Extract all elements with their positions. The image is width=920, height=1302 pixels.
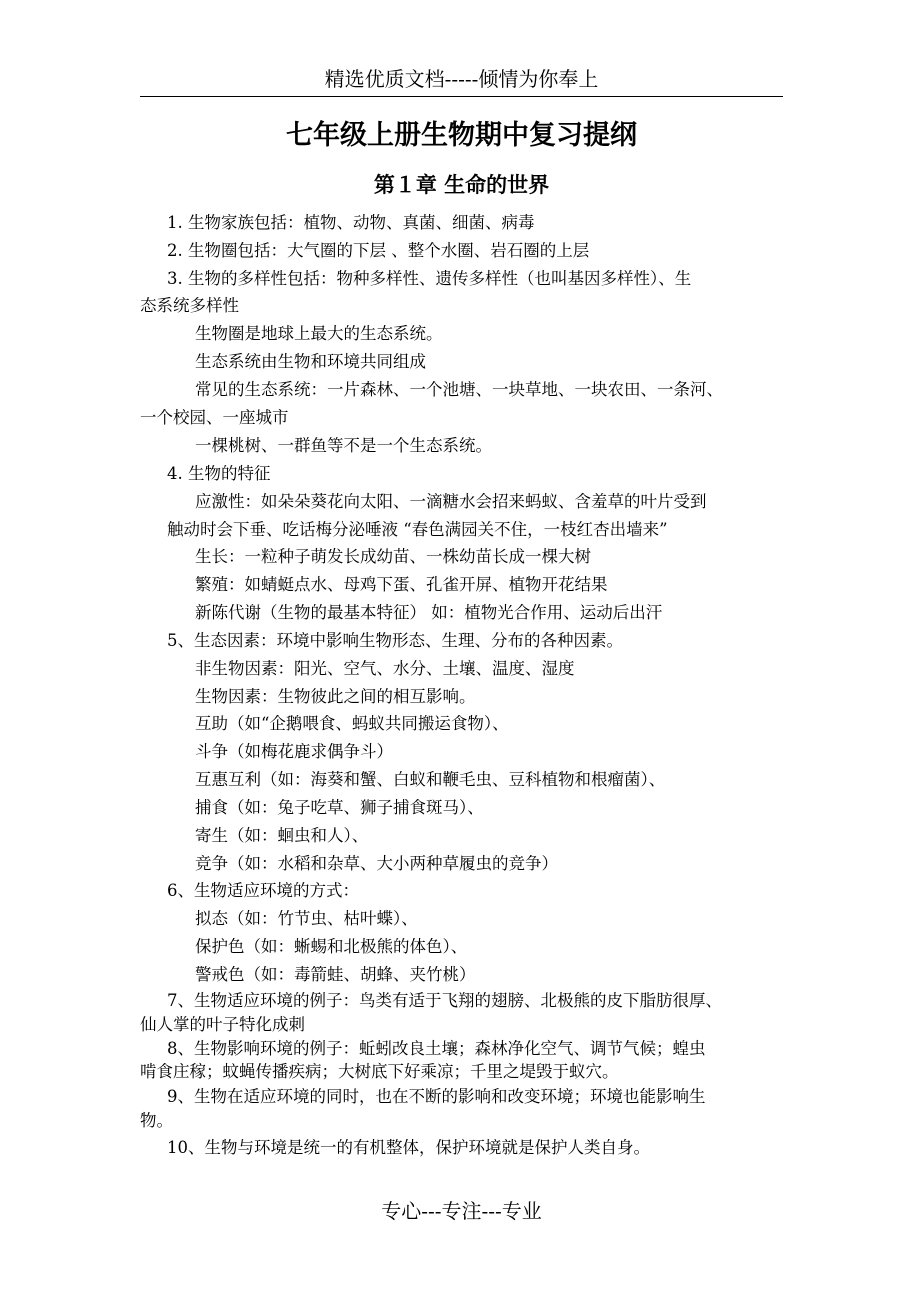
outline-line: 非生物因素：阳光、空气、水分、土壤、温度、湿度 bbox=[195, 659, 575, 678]
outline-line: 4. 生物的特征 bbox=[167, 464, 271, 483]
outline-line: 应激性：如朵朵葵花向太阳、一滴糖水会招来蚂蚁、含羞草的叶片受到 bbox=[195, 492, 707, 511]
outline-line: 保护色（如：蜥蜴和北极熊的体色）、 bbox=[195, 937, 468, 956]
outline-line: 触动时会下垂、吃话梅分泌唾液 “春色满园关不住，一枝红杏出墙来” bbox=[167, 520, 668, 539]
outline-line: 10、生物与环境是统一的有机整体，保护环境就是保护人类自身。 bbox=[167, 1138, 650, 1157]
outline-line: 生长：一粒种子萌发长成幼苗、一株幼苗长成一棵大树 bbox=[195, 547, 591, 566]
outline-line: 生物因素：生物彼此之间的相互影响。 bbox=[195, 687, 476, 706]
chapter-heading: 第１章 生命的世界 bbox=[373, 172, 550, 197]
outline-line: 一棵桃树、一群鱼等不是一个生态系统。 bbox=[195, 436, 492, 455]
outline-line: 寄生（如：蛔虫和人）、 bbox=[195, 826, 369, 845]
outline-line: 新陈代谢（生物的最基本特征） 如：植物光合作用、运动后出汗 bbox=[195, 603, 663, 622]
outline-line: 8、生物影响环境的例子：蚯蚓改良土壤；森林净化空气、调节气候；蝗虫 bbox=[167, 1039, 706, 1058]
outline-line: 仙人掌的叶子特化成刺 bbox=[140, 1015, 305, 1034]
outline-line: 9、生物在适应环境的同时，也在不断的影响和改变环境；环境也能影响生 bbox=[167, 1087, 706, 1106]
outline-line: 3. 生物的多样性包括：物种多样性、遗传多样性（也叫基因多样性）、生 bbox=[167, 269, 692, 288]
outline-line: 繁殖：如蜻蜓点水、母鸡下蛋、孔雀开屏、植物开花结果 bbox=[195, 575, 608, 594]
page-footer: 专心---专注---专业 bbox=[381, 1199, 542, 1223]
outline-line: 常见的生态系统：一片森林、一个池塘、一块草地、一块农田、一条河、 bbox=[195, 380, 723, 399]
outline-line: 生态系统由生物和环境共同组成 bbox=[195, 352, 426, 371]
outline-line: 互助（如“企鹅喂食、蚂蚁共同搬运食物）、 bbox=[195, 714, 509, 733]
outline-line: 7、生物适应环境的例子：鸟类有适于飞翔的翅膀、北极熊的皮下脂肪很厚、 bbox=[167, 991, 722, 1010]
header-divider bbox=[140, 96, 783, 97]
outline-line: 一个校园、一座城市 bbox=[140, 408, 289, 427]
outline-line: 物。 bbox=[140, 1111, 173, 1130]
outline-line: 6、生物适应环境的方式： bbox=[167, 881, 359, 900]
document-title: 七年级上册生物期中复习提纲 bbox=[286, 120, 637, 151]
outline-line: 啃食庄稼；蚊蝇传播疾病；大树底下好乘凉；千里之堤毁于蚁穴。 bbox=[140, 1062, 619, 1081]
outline-line: 2. 生物圈包括：大气圈的下层 、整个水圈、岩石圈的上层 bbox=[167, 241, 590, 260]
outline-line: 斗争（如梅花鹿求偶争斗） bbox=[195, 742, 393, 761]
outline-line: 5、生态因素：环境中影响生物形态、生理、分布的各种因素。 bbox=[167, 631, 623, 650]
outline-line: 生物圈是地球上最大的生态系统。 bbox=[195, 324, 443, 343]
outline-line: 态系统多样性 bbox=[140, 296, 239, 315]
outline-line: 拟态（如：竹节虫、枯叶蝶）、 bbox=[195, 909, 418, 928]
outline-line: 捕食（如：兔子吃草、狮子捕食斑马）、 bbox=[195, 798, 484, 817]
outline-line: 互惠互利（如：海葵和蟹、白蚁和鞭毛虫、豆科植物和根瘤菌）、 bbox=[195, 770, 666, 789]
outline-line: 竞争（如：水稻和杂草、大小两种草履虫的竞争） bbox=[195, 854, 558, 873]
outline-line: 警戒色（如：毒箭蛙、胡蜂、夹竹桃） bbox=[195, 965, 476, 984]
outline-line: 1. 生物家族包括：植物、动物、真菌、细菌、病毒 bbox=[167, 213, 535, 232]
page-header: 精选优质文档-----倾情为你奉上 bbox=[324, 67, 599, 91]
